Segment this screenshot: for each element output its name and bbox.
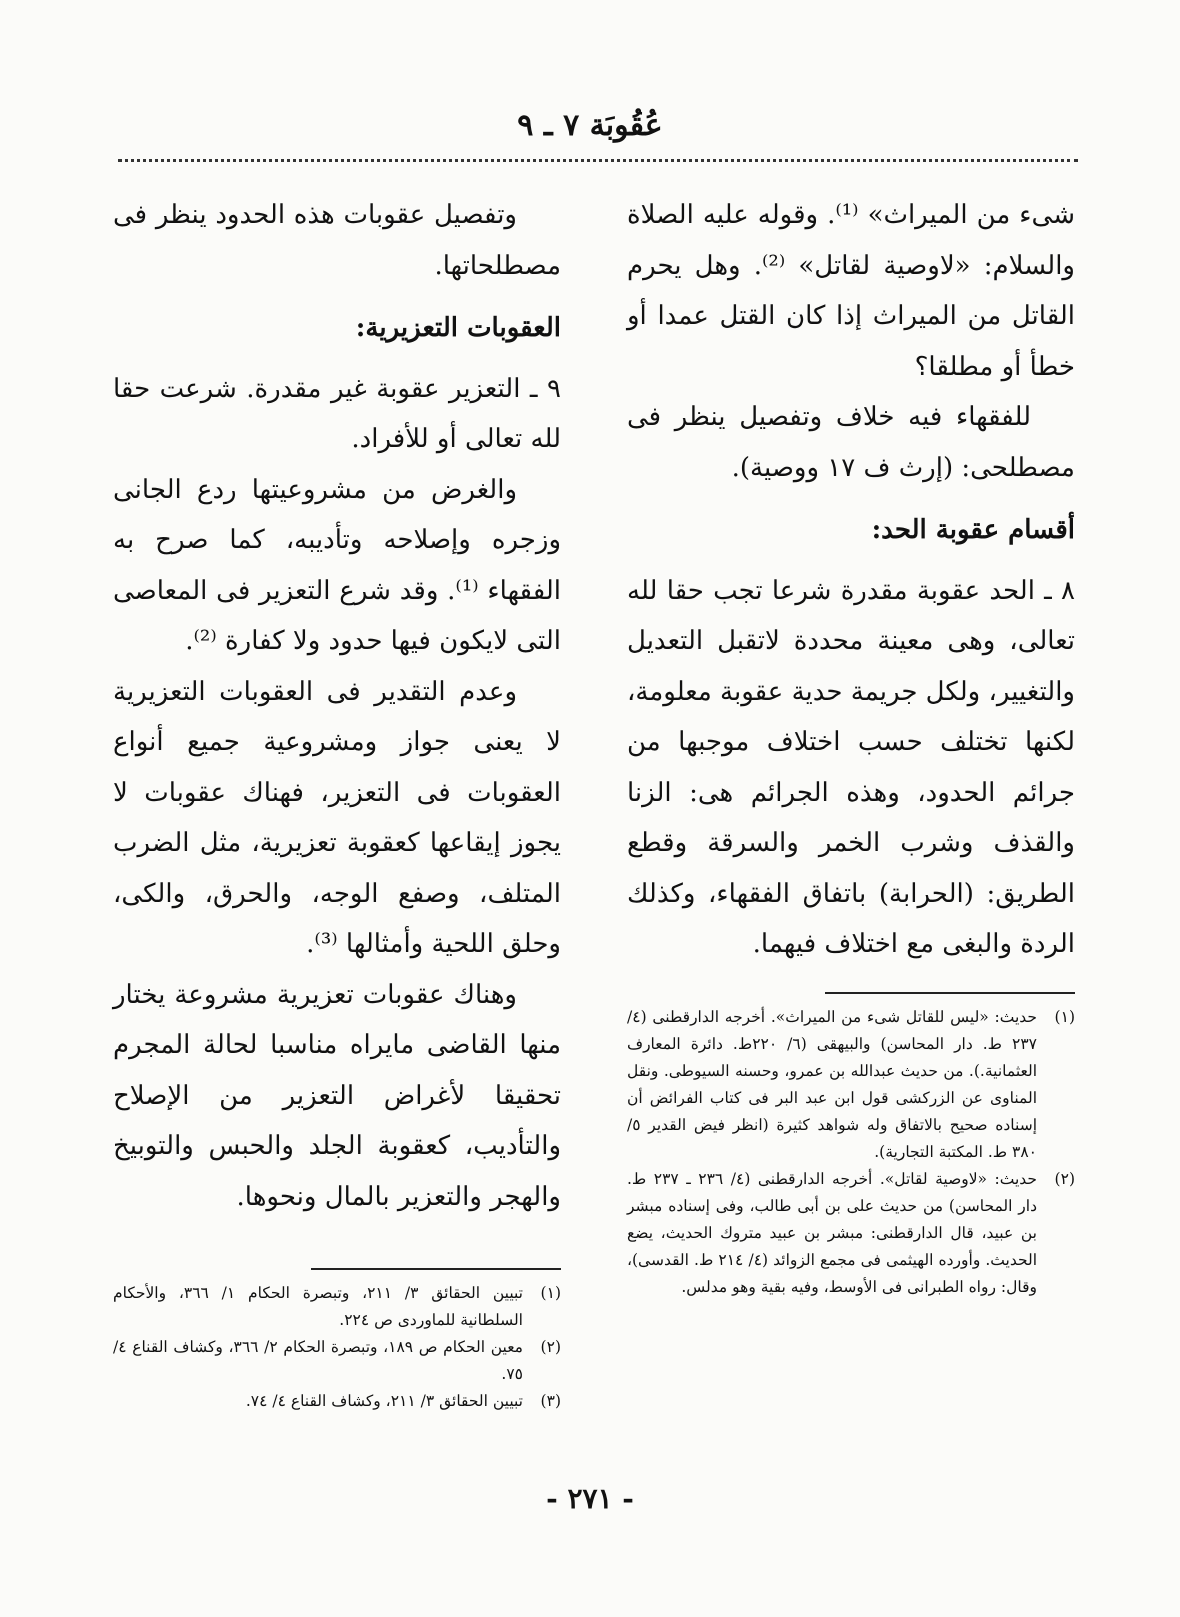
footnote-text: تبيين الحقائق ٣/ ٢١١، وكشاف القناع ٤/ ٧٤. [245, 1392, 523, 1410]
footnote-text: حديث: «لاوصية لقاتل». أخرجه الدارقطنى (٤/ ٢٣٦ ـ ٢٣٧ ط. دار المحاسن) من حديث على بن أبى طالب، وفى إسناده مبشر بن عبيد، قال الدارقطنى: مبشر بن عبيد متروك الحديث، يضع الحديث. وأورده الهيثمى فى مجمع الزوائد (٤/ ٢١٤ ط. القدسى)، وقال: رواه الطبرانى فى الأوسط، وفيه بقية وهو مدلس. [627, 1170, 1038, 1296]
left-column [113, 190, 561, 1222]
header-dotted-rule [118, 159, 1078, 162]
left-paragraph-4: وعدم التقدير فى العقوبات التعزيرية لا يعنى جواز ومشروعية جميع أنواع العقوبات فى التعزير، فهناك عقوبات لا يجوز إيقاعها كعقوبة تعزيرية، مثل الضرب المتلف، وصفع الوجه، والحرق، والكى، وحلق اللحية وأمثالها ⁽³⁾. [113, 676, 561, 959]
right-paragraph-3: ٨ ـ الحد عقوبة مقدرة شرعا تجب حقا لله تعالى، وهى معينة محددة لاتقبل التعديل والتغيير، ولكل جريمة حدية عقوبة معلومة، لكنها تختلف حسب اختلاف موجبها من جرائم الحدود، وهذه الجرائم هى: الزنا والقذف وشرب الخمر والسرقة وقطع الطريق: (الحرابة) باتفاق الفقهاء، وكذلك الردة والبغى مع اختلاف فيهما. [627, 575, 1075, 959]
left-paragraph-5: وهناك عقوبات تعزيرية مشروعة يختار منها القاضى مايراه مناسبا لحالة المجرم تحقيقا لأغراض التعزير من الإصلاح والتأديب، كعقوبة الجلد والحبس والتوبيخ والهجر والتعزير بالمال ونحوها. [113, 979, 561, 1212]
footnotes-right [627, 992, 1075, 1301]
left-paragraph-3: والغرض من مشروعيتها ردع الجانى وزجره وإصلاحه وتأديبه، كما صرح به الفقهاء ⁽¹⁾. وقد شرع التعزير فى المعاصى التى لايكون فيها حدود ولا كفارة ⁽²⁾. [113, 474, 562, 656]
footnote-item [113, 1388, 561, 1415]
footnote-rule [825, 992, 1075, 994]
footnote-text: حديث: «ليس للقاتل شىء من الميراث». أخرجه الدارقطنى (٤/ ٢٣٧ ط. دار المحاسن) والبيهقى (٦/ ٢٢٠ط. دائرة المعارف العثمانية.). من حديث عبدالله بن عمرو، وحسنه السيوطى. ونقل المناوى عن الزركشى قول ابن عبد البر فى كتاب الفرائض أن إسناده صحيح بالاتفاق وله شواهد كثيرة (انظر فيض القدير ٥/ ٣٨٠ ط. المكتبة التجارية). [627, 1008, 1037, 1161]
footnote-item [627, 1004, 1075, 1166]
footnote-item [627, 1166, 1075, 1301]
footnote-number: (٢) [540, 1338, 561, 1356]
footnote-item [113, 1334, 561, 1388]
right-paragraph-1: شىء من الميراث» ⁽¹⁾. وقوله عليه الصلاة والسلام: «لاوصية لقاتل» ⁽²⁾. وهل يحرم القاتل من الميراث إذا كان القتل عمدا أو خطأ أو مطلقا؟ [627, 200, 1075, 382]
footnotes-left [113, 1268, 561, 1415]
footnote-rule [311, 1268, 561, 1270]
section-heading-hadd: أقسام عقوبة الحد: [871, 515, 1075, 545]
footnote-number: (١) [1054, 1008, 1075, 1026]
footnote-text: تبيين الحقائق ٣/ ٢١١، وتبصرة الحكام ١/ ٣٦٦، والأحكام السلطانية للماوردى ص ٢٢٤. [113, 1284, 523, 1329]
footnote-number: (٣) [540, 1392, 561, 1410]
footnote-number: (٢) [1054, 1170, 1075, 1188]
section-heading-tazir: العقوبات التعزيرية: [355, 313, 561, 343]
footnote-item [113, 1280, 561, 1334]
page-number: - ٢٧١ - [546, 1482, 634, 1515]
footnote-text: معين الحكام ص ١٨٩، وتبصرة الحكام ٢/ ٣٦٦، وكشاف القناع ٤/ ٧٥. [113, 1338, 523, 1383]
left-paragraph-1: وتفصيل عقوبات هذه الحدود ينظر فى مصطلحاتها. [113, 200, 561, 281]
footnote-number: (١) [540, 1284, 561, 1302]
running-header: عُقُوبَة ٧ ـ ٩ [517, 108, 663, 143]
right-column [627, 190, 1075, 970]
right-paragraph-2: للفقهاء فيه خلاف وتفصيل ينظر فى مصطلحى: (إرث ف ١٧ ووصية). [627, 402, 1075, 483]
left-paragraph-2: ٩ ـ التعزير عقوبة غير مقدرة. شرعت حقا لله تعالى أو للأفراد. [113, 373, 561, 454]
